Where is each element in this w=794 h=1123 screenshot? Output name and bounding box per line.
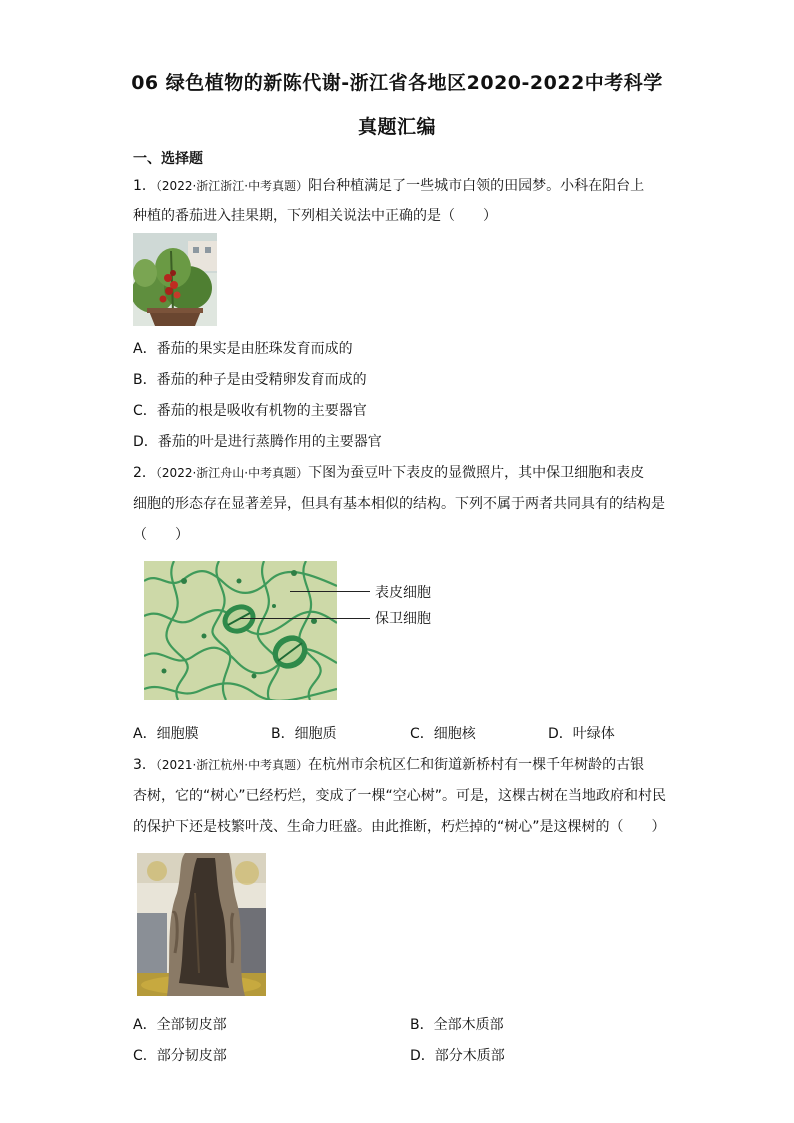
q1-option-d: D．番茄的叶是进行蒸腾作用的主要器官 [133,434,382,450]
q3-line2: 杏树，它的“树心”已经朽烂，变成了一棵“空心树”。可是，这棵古树在当地政府和村民 [133,788,667,804]
q1-option-a: A．番茄的果实是由胚珠发育而成的 [133,341,353,357]
section-heading: 一、选择题 [133,151,203,167]
label-epidermal-cell: 表皮细胞 [375,585,431,601]
doc-title-line1: 06 绿色植物的新陈代谢-浙江省各地区2020-2022中考科学 [131,72,663,94]
q3-number: 3． [133,757,156,773]
q3-source: （2021·浙江杭州·中考真题） [155,758,309,772]
q2-option-d: D．叶绿体 [548,726,615,742]
q2-source: （2022·浙江舟山·中考真题） [155,466,309,480]
epidermal-label-line [290,591,370,592]
q2-text: 下图为蚕豆叶下表皮的显微照片，其中保卫细胞和表皮 [308,465,645,481]
q3-line3: 的保护下还是枝繁叶茂、生命力旺盛。由此推断，朽烂掉的“树心”是这棵树的（ ） [133,819,666,835]
q3-option-c: C．部分韧皮部 [133,1048,227,1064]
q1-line2: 种植的番茄进入挂果期，下列相关说法中正确的是（ ） [133,208,497,224]
q1-text: 阳台种植满足了一些城市白领的田园梦。小科在阳台上 [308,178,645,194]
q3-line1 [133,754,644,774]
q1-number: 1． [133,178,156,194]
doc-title-line2: 真题汇编 [357,116,436,138]
q1-line1 [133,175,644,195]
q2-option-b: B．细胞质 [271,726,337,742]
q2-line1 [133,462,644,482]
q3-option-d: D．部分木质部 [410,1048,505,1064]
q2-number: 2． [133,465,156,481]
q1-option-b: B．番茄的种子是由受精卵发育而成的 [133,372,367,388]
guard-label-line [240,618,370,619]
leaf-epidermis-micrograph [144,561,337,700]
label-guard-cell: 保卫细胞 [375,611,431,627]
hollow-ginkgo-tree-image [137,853,266,996]
q2-line3: （ ） [133,527,189,543]
q2-option-a: A．细胞膜 [133,726,199,742]
q3-option-b: B．全部木质部 [410,1017,504,1033]
q2-line2: 细胞的形态存在显著差异，但具有基本相似的结构。下列不属于两者共同具有的结构是 [133,496,665,512]
q2-option-c: C．细胞核 [410,726,476,742]
tomato-plant-image [133,233,217,326]
q1-source: （2022·浙江浙江·中考真题） [155,179,309,193]
q3-option-a: A．全部韧皮部 [133,1017,227,1033]
q3-text: 在杭州市余杭区仁和街道新桥村有一棵千年树龄的古银 [308,757,645,773]
q1-option-c: C．番茄的根是吸收有机物的主要器官 [133,403,367,419]
